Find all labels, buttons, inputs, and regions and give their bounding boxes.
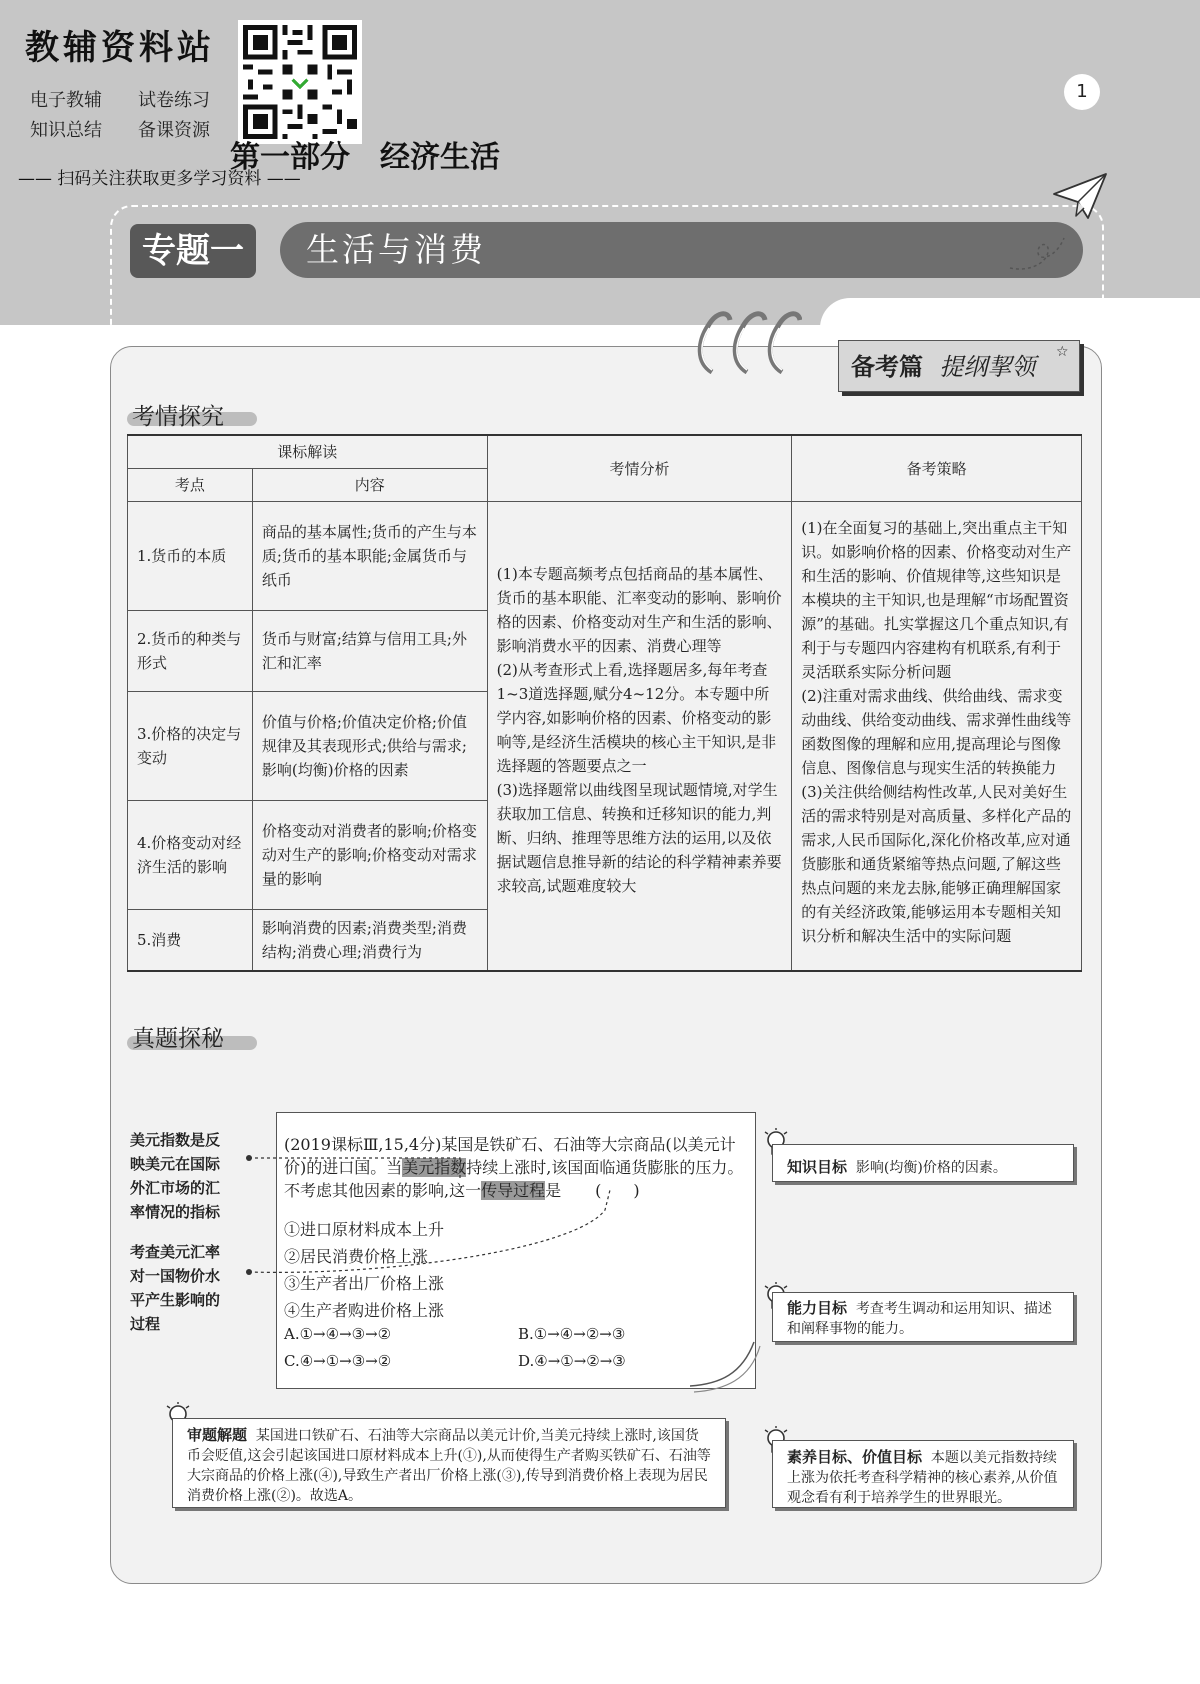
ability-goal-text: 考查考生调动和运用知识、描述和阐释事物的能力。 [787,1301,1052,1337]
topic-title: 生活与消费 [280,222,1083,278]
analysis-paragraph-2: (2)从考查形式上看,选择题居多,每年考查1~3道选择题,赋分4~12分。本专题中所学内容,如影响价格的因素、价格变动的影响等,是经济生活模块的核心主干知识,是非选择题的答题要点之一 [496,661,777,775]
tag-bold-label: 备考篇 [851,353,923,381]
ability-goal-label: 能力目标 [787,1299,848,1317]
paper-plane-icon [1052,172,1108,222]
question-text-c: 是 [545,1181,562,1200]
option-d[interactable]: D.④→①→②→③ [518,1352,626,1370]
table-cell-point: 3.价格的决定与变动 [128,692,253,801]
strategy-paragraph-3: (3)关注供给侧结构性改革,人民对美好生活的需求特别是对高质量、多样化产品的需求,人民币国际化,深化价格改革,应对通货膨胀和通货紧缩等热点问题,了解这些热点问题的来龙去脉,能够正确理解国家的有关经济政策,能够运用本专题相关知识分析和解决生活中的实际问题 [801,783,1072,945]
option-a[interactable]: A.①→④→③→② [284,1325,392,1343]
annotation-leaders [245,1150,625,1300]
strategy-cell [792,502,1082,972]
side-note-dollar-index [130,1128,220,1224]
analysis-cell [487,502,792,972]
strategy-paragraph-2: (2)注重对需求曲线、供给曲线、需求变动曲线、供给变动曲线、需求弹性曲线等函数图像的理解和应用,提高理论与图像信息、图像信息与现实生活的转换能力 [801,687,1072,777]
highlight-transmission: 传导过程 [481,1181,546,1200]
side-note-line: 对一国物价水 [130,1267,221,1285]
part-title: 第一部分 经济生活 [230,140,500,175]
table-row [128,502,1082,611]
value-goal-text: 本题以美元指数持续上涨为依托考查科学精神的核心素养,从价值观念看有利于培养学生的世界眼光。 [787,1450,1058,1506]
table-cell-point: 1.货币的本质 [128,502,253,611]
table-head-point: 考点 [128,469,253,502]
value-goal-label: 素养目标、价值目标 [787,1448,923,1466]
table-cell-point: 2.货币的种类与形式 [128,611,253,692]
qr-code-icon[interactable] [238,20,362,144]
table-cell-content: 影响消费的因素;消费类型;消费结构;消费心理;消费行为 [252,910,487,972]
analysis-paragraph-1: (1)本专题高频考点包括商品的基本属性、货币的基本职能、汇率变动的影响、影响价格的因素、价格变动对生产和生活的影响、影响消费水平的因素、消费心理等 [496,565,782,655]
study-guide-tag [838,340,1080,392]
side-note-line: 过程 [130,1315,161,1333]
highlight-dollar-index: 美元指数 [402,1158,467,1177]
table-head-syllabus: 课标解读 [128,435,488,469]
question-item: ①进口原材料成本上升 [284,1220,445,1239]
side-note-line: 率情况的指标 [130,1203,221,1221]
table-cell-content: 货币与财富;结算与信用工具;外汇和汇率 [252,611,487,692]
analysis-text: 某国进口铁矿石、石油等大宗商品以美元计价,当美元持续上涨时,该国货币会贬值,这会引起该国进口原材料成本上升(①),从而使得生产者购买铁矿石、石油等大宗商品的价格上涨(④),导致生产者出厂价格上涨(③),传导到消费价格上表现为居民消费价格上涨(②)。故选A。 [187,1428,711,1504]
knowledge-goal-label: 知识目标 [787,1158,848,1176]
question-item: ②居民消费价格上涨 [284,1247,429,1266]
analysis-box [172,1418,726,1508]
table-cell-point: 4.价格变动对经济生活的影响 [128,801,253,910]
tag-script-label: 提纲挈领 [939,353,1036,381]
ability-goal-box [772,1292,1074,1342]
page-number: 1 [1064,74,1100,110]
answer-paren: ( ) [595,1181,640,1200]
service-link-2[interactable]: 试卷练习 [138,90,210,111]
table-head-content: 内容 [252,469,487,502]
analysis-paragraph-3: (3)选择题常以曲线图呈现试题情境,对学生获取加工信息、转换和迁移知识的能力,判断、归纳、推理等思维方法的运用,以及依据试题信息推导新的结论的科学精神素养要求较高,试题难度较大 [496,781,782,895]
table-head-analysis: 考情分析 [487,435,792,502]
side-note-line: 平产生影响的 [130,1291,221,1309]
analysis-label: 审题解题 [187,1426,248,1444]
side-note-line: 外汇市场的汇 [130,1179,221,1197]
question-text-a: 某国是铁矿石、石油等大宗商品(以美元计价)的进口国。当 [284,1135,736,1177]
knowledge-goal-box [772,1144,1074,1182]
side-note-line: 映美元在国际 [130,1155,221,1173]
table-cell-point: 5.消费 [128,910,253,972]
topic-badge: 专题一 [130,224,256,278]
page-curl-icon [690,1340,762,1396]
side-note-line: 美元指数是反 [130,1131,221,1149]
option-b[interactable]: B.①→④→②→③ [518,1325,626,1343]
table-head-strategy: 备考策略 [792,435,1082,502]
scan-caption: —— 扫码关注获取更多学习资料 —— [18,169,301,189]
side-note-line: 考查美元汇率 [130,1243,221,1261]
value-goal-box [772,1440,1074,1508]
question-source: (2019课标Ⅲ,15,4分) [284,1135,442,1154]
service-link-1[interactable]: 电子教辅 [30,90,102,111]
table-cell-content: 商品的基本属性;货币的产生与本质;货币的基本职能;金属货币与纸币 [252,502,487,611]
table-cell-content: 价值与价格;价值决定价格;价值规律及其表现形式;供给与需求;影响(均衡)价格的因素 [252,692,487,801]
question-item: ④生产者购进价格上涨 [284,1301,445,1320]
binder-rings-icon [692,302,802,374]
strategy-paragraph-1: (1)在全面复习的基础上,突出重点主干知识。如影响价格的因素、价格变动对生产和生活的影响、价值规律等,这些知识是本模块的主干知识,也是理解“市场配置资源”的基础。扎实掌握这几个重点知识,有利于与专题四内容建构有机联系,有利于灵活联系实际分析问题 [801,519,1072,681]
section2-title: 真题探秘 [132,1026,224,1052]
table-cell-content: 价格变动对消费者的影响;价格变动对生产的影响;价格变动对需求量的影响 [252,801,487,910]
service-link-4[interactable]: 备课资源 [138,120,210,141]
question-item: ③生产者出厂价格上涨 [284,1274,445,1293]
syllabus-table [127,434,1082,972]
service-link-3[interactable]: 知识总结 [30,120,102,141]
knowledge-goal-text: 影响(均衡)价格的因素。 [855,1160,1007,1176]
question-text-b: 持续上涨时,该国面临通货膨胀的压力。不考虑其他因素的影响,这一 [284,1158,744,1200]
side-note-transmission [130,1240,220,1336]
option-c[interactable]: C.④→①→③→② [284,1352,392,1370]
site-logo: 教辅资料站 [25,28,215,68]
section1-title: 考情探究 [132,404,224,430]
star-icon: ☆ [1056,344,1069,360]
doodle-loop-icon [1008,228,1068,276]
